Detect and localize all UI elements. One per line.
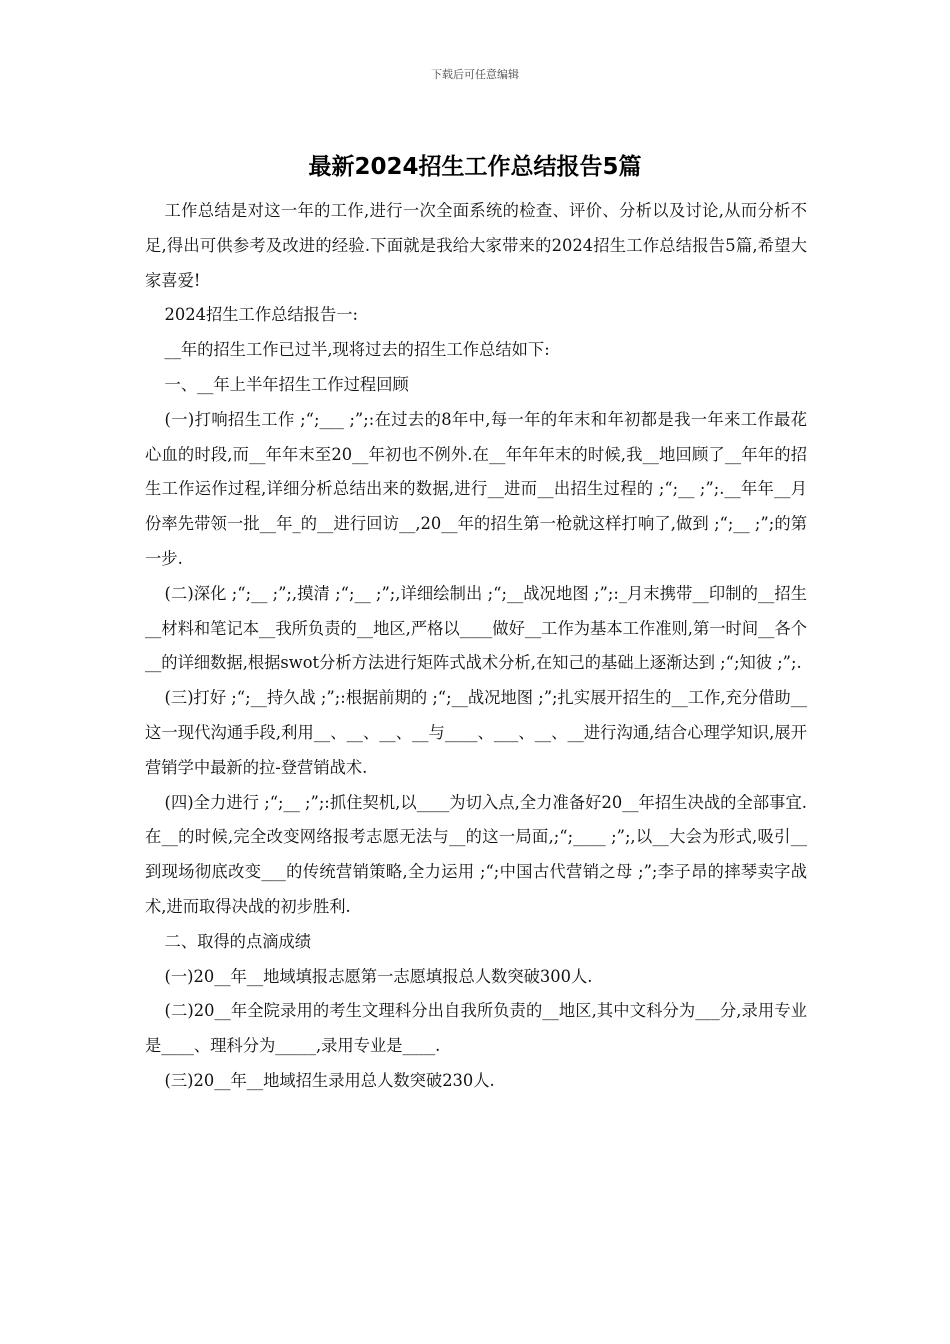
intro-paragraph: 工作总结是对这一年的工作,进行一次全面系统的检查、评价、分析以及讨论,从而分析不足,得出可供参考及改进的经验.下面就是我给大家带来的2024招生工作总结报告5篇,希望大家喜爱! bbox=[145, 201, 807, 290]
document-title: 最新2024招生工作总结报告5篇 bbox=[308, 154, 642, 180]
body-paragraph: (一)打响招生工作 ;“;___ ;”;:在过去的8年中,每一年的年末和年初都是我一年来工作最花心血的时段,而__年年末至20__年初也不例外.在__年年年末的时候,我__地回顾了__年年的招生工作运作过程,详细分析总结出来的数据,进行__进而__出招生过程的 ;“;__ ;”;.__年年__月份率先带领一批__年_的__进行回访__,20__年的招生第一枪就这样打响了,做到 ;“;__ ;”;的第一步. bbox=[145, 409, 807, 568]
body-paragraph: (四)全力进行 ;“;__ ;”;:抓住契机,以____为切入点,全力准备好20__年招生决战的全部事宜.在__的时候,完全改变网络报考志愿无法与__的这一局面,;“;____ ;”;,以__大会为形式,吸引__到现场彻底改变___的传统营销策略,全力运用 ;“;中国古代营销之母 ;”;李子昂的摔琴卖字战术,进而取得决战的初步胜利. bbox=[145, 792, 807, 916]
body-paragraph: __年的招生工作已过半,现将过去的招生工作总结如下: bbox=[164, 340, 550, 360]
section-heading-two: 二、取得的点滴成绩 bbox=[164, 931, 312, 951]
header-note: 下载后可任意编辑 bbox=[431, 68, 519, 81]
body-paragraph: (三)打好 ;“;__持久战 ;”;:根据前期的 ;“;__战况地图 ;”;扎实展开招生的__工作,充分借助__这一现代沟通手段,利用__、__、__、__与____、___、__、__进行沟通,结合心理学知识,展开营销学中最新的拉-登营销战术. bbox=[145, 688, 807, 777]
body-paragraph: (二)深化 ;“;__ ;”;,摸清 ;“;__ ;”;,详细绘制出 ;“;__战况地图 ;”;:_月末携带__印制的__招生__材料和笔记本__我所负责的__地区,严格以____做好__工作为基本工作准则,第一时间__各个__的详细数据,根据swot分析方法进行矩阵式战术分析,在知己的基础上逐渐达到 ;“;知彼 ;”;. bbox=[145, 583, 807, 673]
report-heading: 2024招生工作总结报告一: bbox=[164, 305, 358, 325]
body-paragraph: (二)20__年全院录用的考生文理科分出自我所负责的__地区,其中文科分为___分,录用专业是____、理科分为_____,录用专业是____. bbox=[145, 1001, 807, 1056]
body-paragraph: (三)20__年__地域招生录用总人数突破230人. bbox=[164, 1070, 495, 1090]
section-heading-one: 一、__年上半年招生工作过程回顾 bbox=[164, 374, 409, 394]
body-paragraph: (一)20__年__地域填报志愿第一志愿填报总人数突破300人. bbox=[164, 966, 593, 986]
document-body bbox=[145, 194, 807, 1099]
